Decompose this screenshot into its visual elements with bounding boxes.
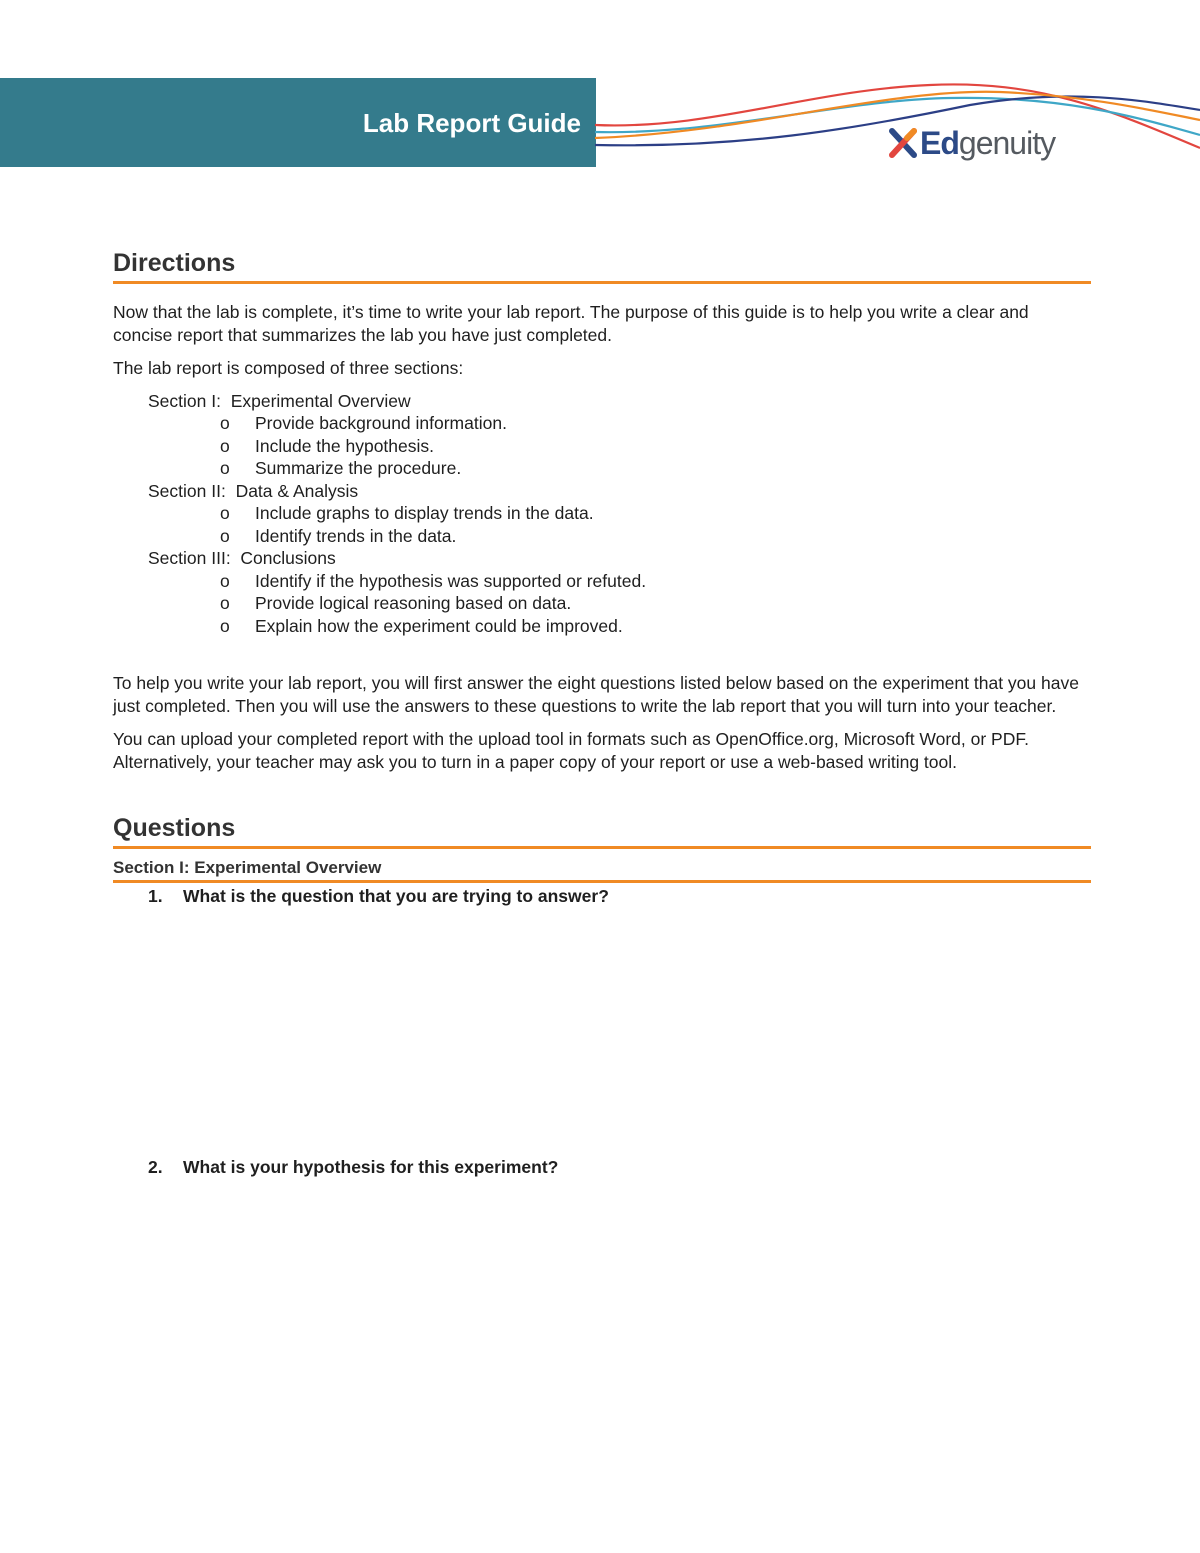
edgenuity-logo: [888, 125, 1055, 161]
help-paragraph: To help you write your lab report, you will first answer the eight questions listed below based on the experiment that you have just completed. Then you will use the answers to these questions to write the lab report that you will turn into your teacher.: [113, 673, 1079, 716]
page-title: Lab Report Guide: [362, 108, 581, 138]
directions-intro: Now that the lab is complete, it’s time to write your lab report. The purpose of this guide is to help you write a clear and concise report that summarizes the lab you have just completed.: [113, 302, 1029, 345]
document-body: [113, 248, 1091, 1179]
section-line: Section III: Conclusions: [148, 548, 336, 568]
section-line: Section II: Data & Analysis: [148, 480, 359, 501]
list-item: o Identify if the hypothesis was supported or refuted.: [220, 570, 647, 591]
list-item: o Include graphs to display trends in the data.: [220, 503, 594, 523]
list-item: o Identify trends in the data.: [220, 525, 457, 546]
list-item: o Summarize the procedure.: [220, 458, 462, 478]
list-item: o Provide background information.: [220, 413, 507, 433]
questions-heading: Questions: [113, 813, 1091, 849]
sections-intro: The lab report is composed of three sections:: [113, 358, 464, 378]
list-item: o Include the hypothesis.: [220, 435, 435, 456]
question-item: 1. What is the question that you are trying to answer?: [148, 886, 609, 906]
section-line: Section I: Experimental Overview: [148, 390, 411, 411]
questions-subheading: Section I: Experimental Overview: [113, 857, 1091, 883]
logo-wordmark: Edgenuity: [920, 125, 1056, 161]
directions-heading: Directions: [113, 248, 1091, 284]
edgenuity-x-icon: [888, 128, 918, 158]
question-item: 2. What is your hypothesis for this experiment?: [148, 1157, 559, 1177]
section-outline: [148, 390, 1091, 638]
upload-paragraph: You can upload your completed report with the upload tool in formats such as OpenOffice.org, Microsoft Word, or PDF. Alternatively, your teacher may ask you to turn in a paper copy of your report or use a web-based writing tool.: [113, 729, 1029, 772]
header-banner: [0, 78, 596, 167]
list-item: o Provide logical reasoning based on data.: [220, 593, 572, 613]
list-item: o Explain how the experiment could be improved.: [220, 615, 623, 636]
